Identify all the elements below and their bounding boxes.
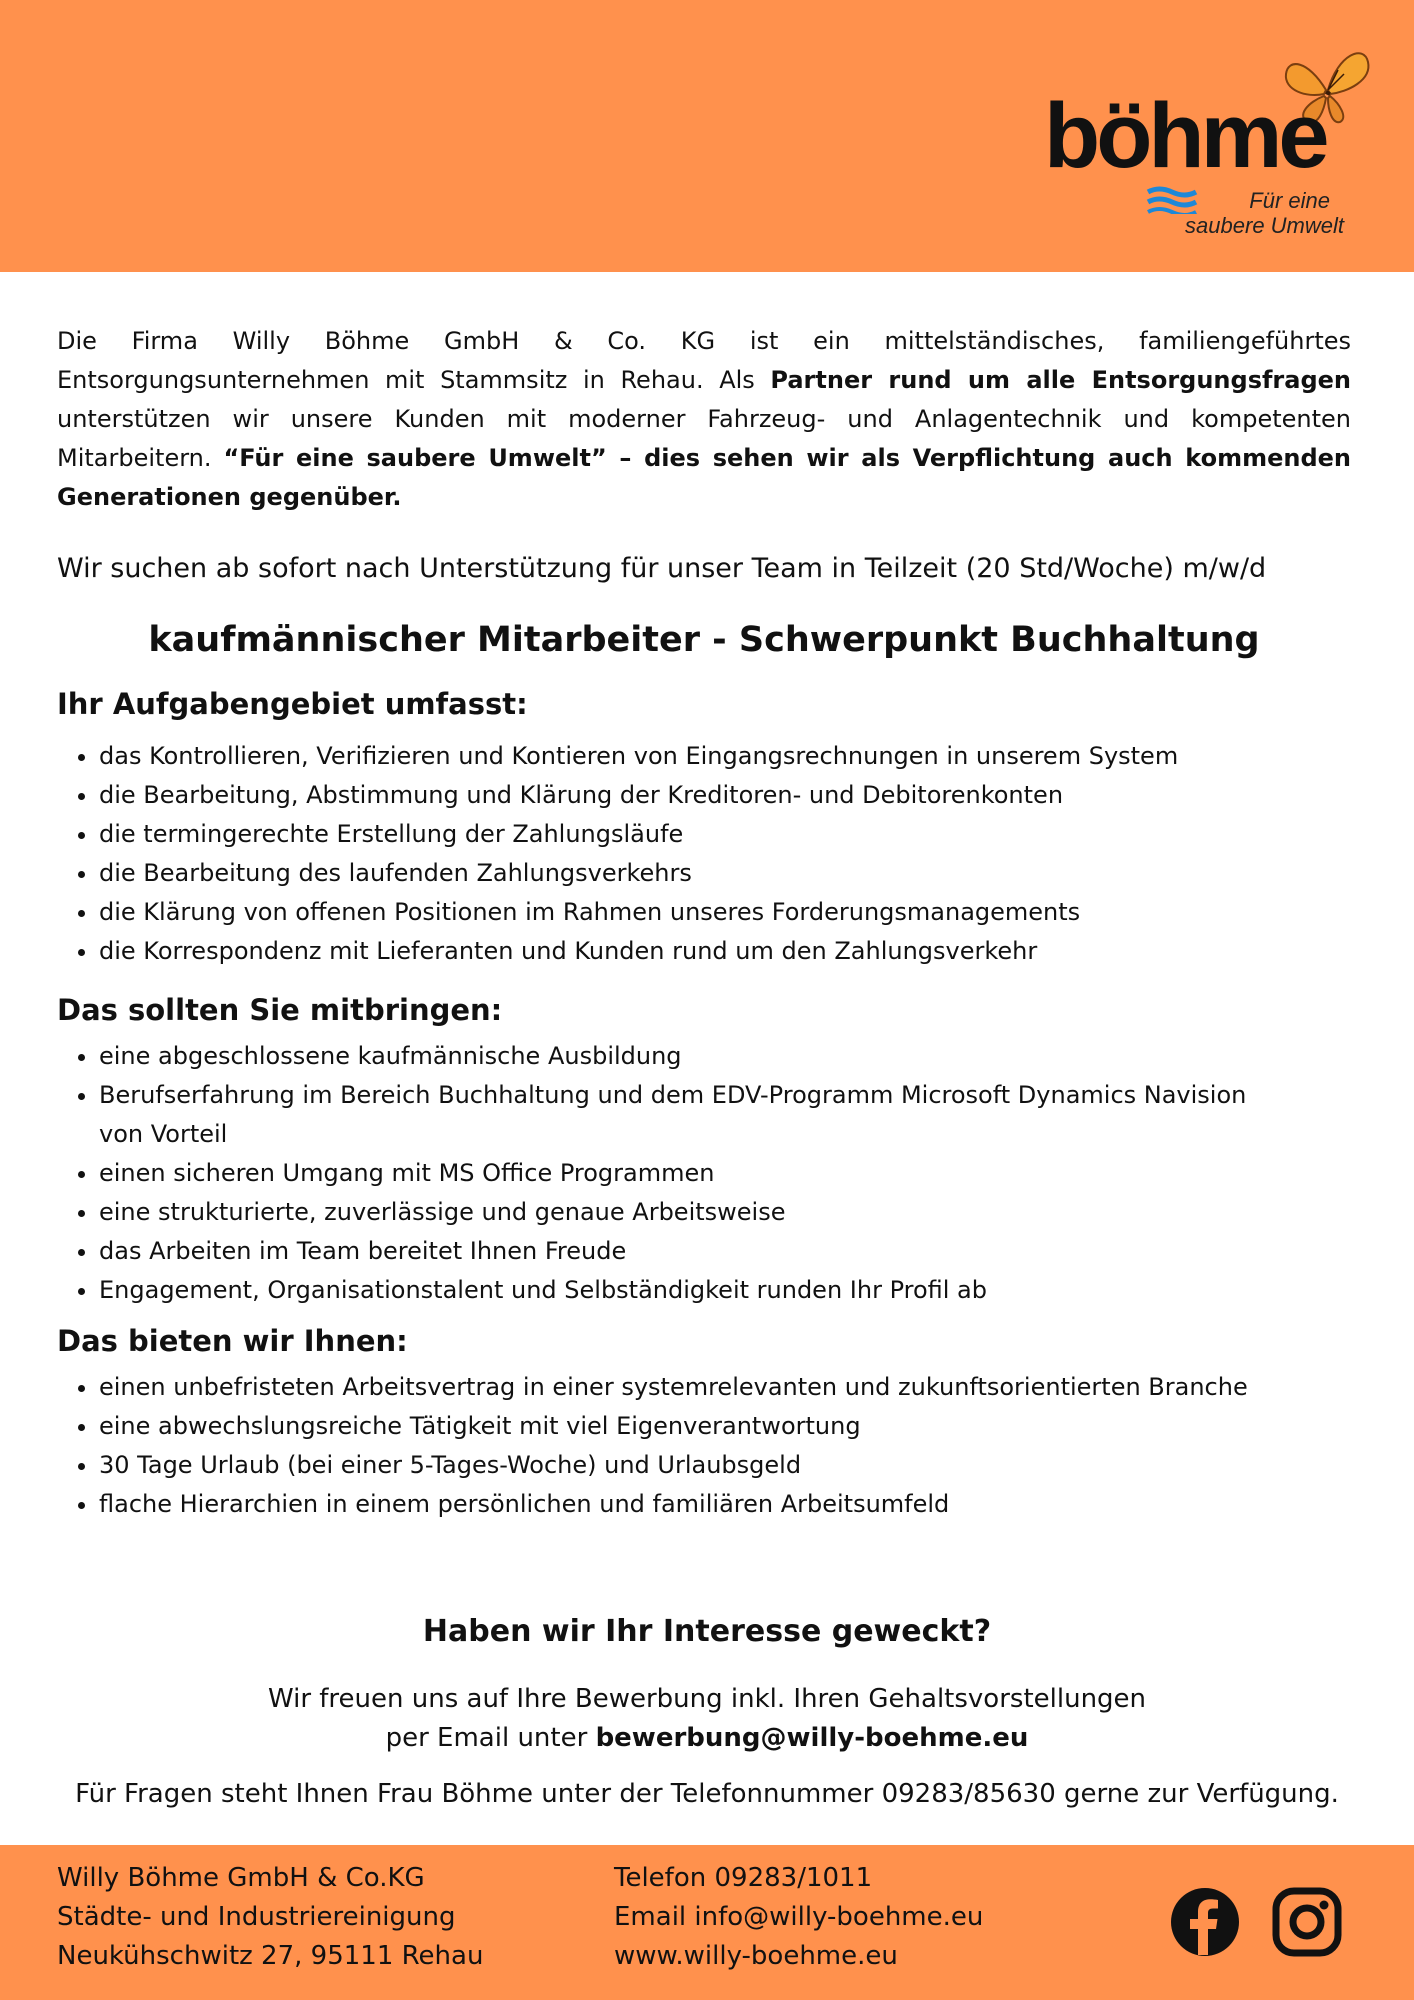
footer-company-block	[57, 1859, 483, 1976]
search-line: Wir suchen ab sofort nach Unterstützung für unser Team in Teilzeit (20 Std/Woche) m/w/d	[57, 553, 1267, 584]
footer-website[interactable]: www.willy-boehme.eu	[614, 1941, 898, 1971]
intro-text-2: unterstützen wir unsere Kunden mit moderner Fahrzeug- und Anlagentechnik und kompetenten Mitarbeitern.	[57, 405, 1351, 472]
boehme-logo	[1034, 40, 1374, 250]
list-item: • das Kontrollieren, Verifizieren und Kontieren von Eingangsrechnungen in unserem System	[99, 737, 1351, 776]
list-item: • einen unbefristeten Arbeitsvertrag in einer systemrelevanten und zukunftsorientierten Branche	[99, 1368, 1351, 1407]
footer-phone[interactable]: Telefon 09283/1011	[614, 1863, 873, 1893]
list-item: • Engagement, Organisationstalent und Selbständigkeit runden Ihr Profil ab	[99, 1271, 1251, 1310]
section-heading-benefits: Das bieten wir Ihnen:	[57, 1324, 408, 1358]
tasks-list	[57, 737, 1351, 971]
list-item: • flache Hierarchien in einem persönlichen und familiären Arbeitsumfeld	[99, 1485, 1351, 1524]
job-title: kaufmännischer Mitarbeiter - Schwerpunkt Buchhaltung	[148, 620, 1260, 660]
footer-bar	[0, 1845, 1414, 2000]
list-item: • die Korrespondenz mit Lieferanten und Kunden rund um den Zahlungsverkehr	[99, 932, 1351, 971]
list-item: • eine abwechslungsreiche Tätigkeit mit viel Eigenverantwortung	[99, 1407, 1351, 1446]
application-email-link[interactable]: bewerbung@willy-boehme.eu	[595, 1723, 1029, 1753]
logo-wordmark: böhme	[1044, 85, 1326, 187]
cta-heading: Haben wir Ihr Interesse geweckt?	[422, 1614, 992, 1649]
logo-tagline-line2: saubere Umwelt	[1185, 213, 1344, 238]
intro-text: Die Firma Willy Böhme GmbH & Co. KG ist ein mittelständisches, familiengeführtes Entsorgungsunternehmen mit Stammsitz in Rehau. Als	[57, 327, 1351, 394]
intro-paragraph	[57, 322, 1351, 517]
list-item: • Berufserfahrung im Bereich Buchhaltung und dem EDV-Programm Microsoft Dynamics Navision von Vorteil	[99, 1076, 1251, 1154]
cta-line2-prefix: per Email unter	[385, 1723, 596, 1753]
section-heading-tasks: Ihr Aufgabengebiet umfasst:	[57, 687, 528, 721]
requirements-list	[57, 1037, 1351, 1310]
list-item: • das Arbeiten im Team bereitet Ihnen Freude	[99, 1232, 1251, 1271]
header-bar	[0, 0, 1414, 272]
cta-text	[0, 1680, 1414, 1758]
footer-email[interactable]: Email info@willy-boehme.eu	[614, 1902, 984, 1932]
footer-company-name: Willy Böhme GmbH & Co.KG	[57, 1863, 425, 1893]
list-item: • eine strukturierte, zuverlässige und genaue Arbeitsweise	[99, 1193, 1251, 1232]
footer-contact-block	[614, 1859, 983, 1976]
intro-bold-slogan: “Für eine saubere Umwelt” – dies sehen wir als Verpflichtung auch kommenden Generationen gegenüber.	[57, 444, 1351, 511]
section-heading-requirements: Das sollten Sie mitbringen:	[57, 993, 503, 1027]
list-item: • 30 Tage Urlaub (bei einer 5-Tages-Woche) und Urlaubsgeld	[99, 1446, 1351, 1485]
job-ad-content	[57, 322, 1351, 1524]
facebook-icon[interactable]	[1170, 1887, 1240, 1957]
call-to-action	[0, 1612, 1414, 1812]
questions-line: Für Fragen steht Ihnen Frau Böhme unter der Telefonnummer 09283/85630 gerne zur Verfügung.	[75, 1779, 1339, 1809]
logo-tagline	[1124, 188, 1344, 238]
footer-address: Neukühschwitz 27, 95111 Rehau	[57, 1941, 484, 1971]
list-item: • die termingerechte Erstellung der Zahlungsläufe	[99, 815, 1351, 854]
intro-bold-partner: Partner rund um alle Entsorgungsfragen	[770, 366, 1352, 394]
list-item: • die Bearbeitung des laufenden Zahlungsverkehrs	[99, 854, 1351, 893]
list-item: • eine abgeschlossene kaufmännische Ausbildung	[99, 1037, 1251, 1076]
benefits-list	[57, 1368, 1351, 1524]
list-item: • einen sicheren Umgang mit MS Office Programmen	[99, 1154, 1251, 1193]
instagram-icon[interactable]	[1272, 1887, 1342, 1957]
cta-line1: Wir freuen uns auf Ihre Bewerbung inkl. Ihren Gehaltsvorstellungen	[267, 1684, 1147, 1714]
list-item: • die Bearbeitung, Abstimmung und Klärung der Kreditoren- und Debitorenkonten	[99, 776, 1351, 815]
logo-tagline-line1: Für eine	[1249, 188, 1330, 213]
footer-subtitle: Städte- und Industriereinigung	[57, 1902, 456, 1932]
list-item: • die Klärung von offenen Positionen im Rahmen unseres Forderungsmanagements	[99, 893, 1351, 932]
